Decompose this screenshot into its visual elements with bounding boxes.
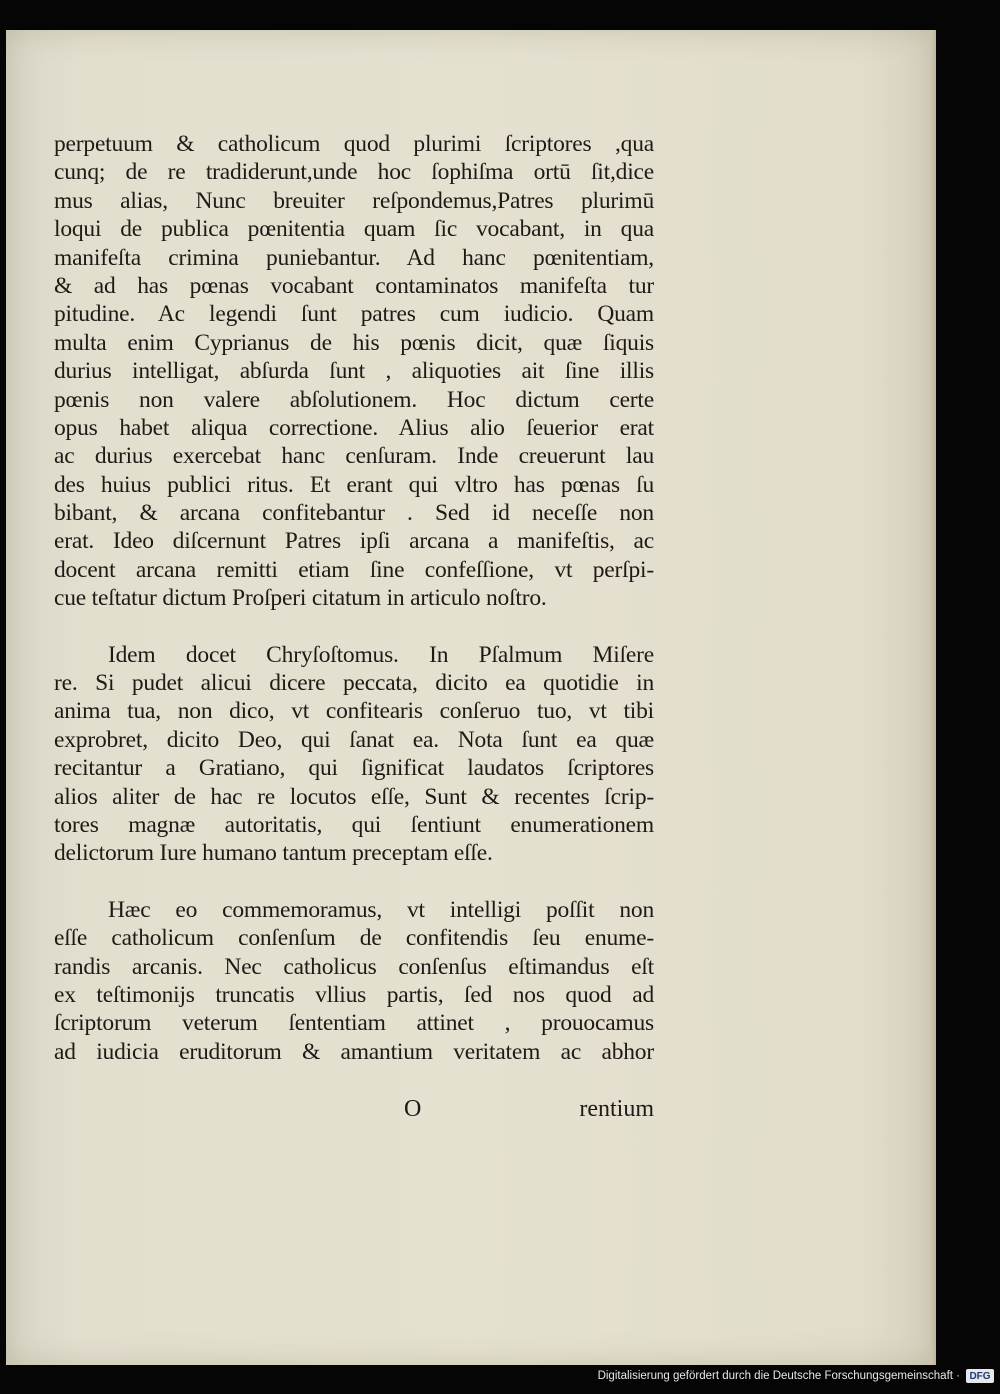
text-line: des huius publici ritus. Et erant qui vltro has pœnas ſu	[54, 471, 654, 498]
text-line: Hæc eo commemoramus, vt intelligi poſſit non	[108, 896, 654, 923]
text-line: eſſe catholicum conſenſum de confitendis ſeu enume-	[54, 925, 654, 952]
text-line: tores magnæ autoritatis, qui ſentiunt enumerationem	[54, 811, 654, 838]
signature-mark: O	[404, 1096, 422, 1122]
text-line: loqui de publica pœnitentia quam ſic vocabant, in qua	[54, 216, 654, 243]
text-line: perpetuum & catholicum quod plurimi ſcriptores ,qua	[54, 131, 654, 157]
text-line: ex teſtimonijs truncatis vllius partis, ſed nos quod ad	[54, 981, 654, 1008]
body-text	[54, 130, 654, 1066]
text-line: multa enim Cyprianus de his pœnis dicit, quæ ſiquis	[54, 329, 654, 356]
text-line: bibant, & arcana confitebantur . Sed id neceſſe non	[54, 500, 654, 527]
text-line: opus habet aliqua correctione. Alius alio ſeuerior erat	[54, 414, 654, 441]
digitization-footer	[598, 1366, 994, 1386]
catchword: rentium	[579, 1096, 654, 1122]
text-line: cunq; de re tradiderunt,unde hoc ſophiſma ortū ſit,dice	[54, 159, 654, 186]
text-line: durius intelligat, abſurda ſunt , aliquoties ait ſine illis	[54, 358, 654, 385]
text-line: re. Si pudet alicui dicere peccata, dicito ea quotidie in	[54, 670, 654, 697]
book-page	[6, 30, 936, 1365]
paragraph-gap	[54, 613, 654, 641]
text-line: docent arcana remitti etiam ſine confeſſione, vt perſpi-	[54, 556, 654, 583]
text-line: mus alias, Nunc breuiter reſpondemus,Patres plurimū	[54, 187, 654, 214]
text-line: exprobret, dicito Deo, qui ſanat ea. Nota ſunt ea quæ	[54, 726, 654, 753]
text-line: anima tua, non dico, vt confitearis conſeruo tuo, vt tibi	[54, 698, 654, 725]
text-line: alios aliter de hac re locutos eſſe, Sunt & recentes ſcrip-	[54, 783, 654, 810]
text-line: pœnis non valere abſolutionem. Hoc dictum certe	[54, 386, 654, 413]
text-line: ac durius exercebat hanc cenſuram. Inde creuerunt lau	[54, 443, 654, 470]
text-line: ad iudicia eruditorum & amantium veritatem ac abhor	[54, 1038, 654, 1065]
text-line: delictorum Iure humano tantum preceptam eſſe.	[54, 840, 493, 867]
paragraph	[54, 130, 654, 613]
page-bottom-marks	[54, 1096, 654, 1126]
text-line: erat. Ideo diſcernunt Patres ipſi arcana a manifeſtis, ac	[54, 528, 654, 555]
text-line: randis arcanis. Nec catholicus conſenſus eſtimandus eſt	[54, 953, 654, 980]
text-line: Idem docet Chryſoſtomus. In Pſalmum Miſere	[108, 641, 654, 668]
text-line: & ad has pœnas vocabant contaminatos manifeſta tur	[54, 272, 654, 299]
text-line: pitudine. Ac legendi ſunt patres cum iudicio. Quam	[54, 301, 654, 328]
text-line: cue teſtatur dictum Proſperi citatum in articulo noſtro.	[54, 585, 547, 612]
dfg-logo-icon: DFG	[966, 1369, 994, 1383]
paragraph	[54, 896, 654, 1066]
page-edge	[930, 30, 936, 1365]
footer-credit-text: Digitalisierung gefördert durch die Deutsche Forschungsgemeinschaft ·	[597, 1370, 960, 1382]
text-line: manifeſta crimina puniebantur. Ad hanc pœnitentiam,	[54, 244, 654, 271]
paragraph-gap	[54, 868, 654, 896]
text-line: recitantur a Gratiano, qui ſignificat laudatos ſcriptores	[54, 755, 654, 782]
paragraph	[54, 641, 654, 868]
text-line: ſcriptorum veterum ſententiam attinet , prouocamus	[54, 1010, 654, 1037]
